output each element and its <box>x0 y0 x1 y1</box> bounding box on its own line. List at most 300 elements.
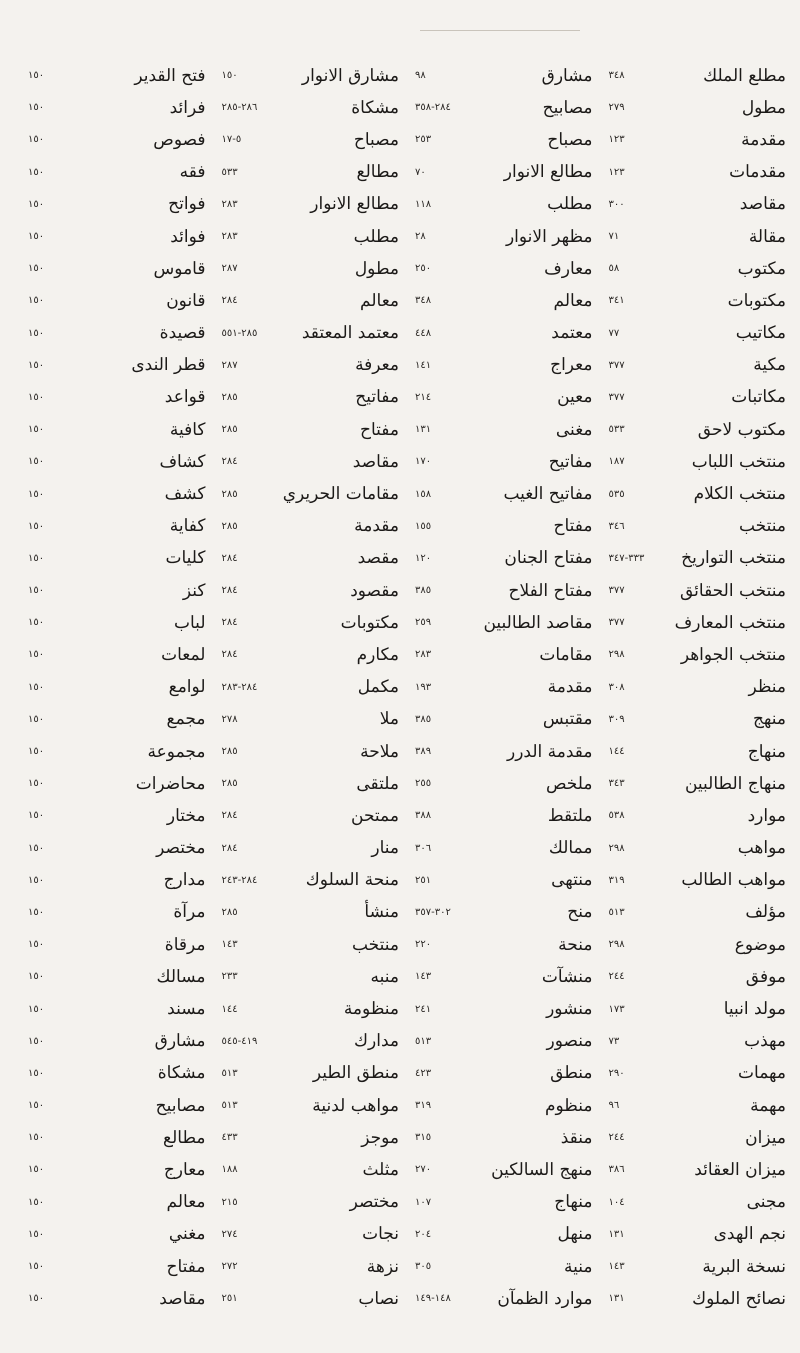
index-entry <box>222 961 400 993</box>
entry-page-number: ٣٧٧ <box>608 359 625 371</box>
index-entry <box>415 575 593 607</box>
index-entry <box>415 1251 593 1283</box>
index-entry <box>28 543 206 575</box>
entry-page-number: ٧٣ <box>608 1035 620 1047</box>
entry-page-number: ١٥٠ <box>28 874 45 886</box>
entry-title: مهمات <box>738 1063 786 1084</box>
index-entry <box>222 575 400 607</box>
entry-page-number: ٢٩٨ <box>608 842 625 854</box>
index-entry <box>222 1090 400 1122</box>
entry-title: منتخب <box>738 516 786 537</box>
index-entry <box>415 929 593 961</box>
entry-title: مسالك <box>156 966 206 987</box>
entry-page-number: ١٧٠ <box>415 456 432 468</box>
entry-title: محاضرات <box>135 773 206 794</box>
index-entry <box>415 60 593 92</box>
entry-title: مكمل <box>357 677 399 698</box>
index-entry <box>415 1154 593 1186</box>
index-entry <box>609 736 787 768</box>
entry-page-number: ١٤٤ <box>608 746 625 758</box>
entry-page-number: ٣٠٦ <box>415 842 432 854</box>
entry-page-number: ١٥٠ <box>28 971 45 983</box>
entry-page-number: ١٥٠ <box>28 1164 45 1176</box>
entry-page-number: ١٤٨-١٤٩ <box>415 1293 451 1305</box>
entry-title: منشور <box>546 999 593 1020</box>
entry-page-number: ١٨٧ <box>608 456 625 468</box>
entry-page-number: ١٠٤ <box>608 1196 625 1208</box>
entry-title: كنز <box>182 580 206 601</box>
entry-title: كفاية <box>169 516 206 537</box>
entry-page-number: ١٨٨ <box>221 1164 238 1176</box>
entry-title: ميزان <box>745 1127 786 1148</box>
entry-title: مطلع الملك <box>703 65 786 86</box>
index-entry <box>415 382 593 414</box>
entry-page-number: ٣٨٦ <box>608 1164 625 1176</box>
index-entry <box>415 221 593 253</box>
entry-page-number: ٢٥٣ <box>415 134 432 146</box>
entry-title: فتح القدير <box>134 65 206 86</box>
index-entry <box>222 865 400 897</box>
index-entry <box>609 1122 787 1154</box>
entry-title: مواهب لدنية <box>312 1095 399 1116</box>
entry-page-number: ٧٧ <box>608 327 620 339</box>
index-entry <box>415 704 593 736</box>
index-entry <box>28 511 206 543</box>
entry-title: مجمع <box>166 709 206 730</box>
index-entry <box>222 318 400 350</box>
entry-page-number: ٤٤٨ <box>415 327 432 339</box>
index-entry <box>609 543 787 575</box>
index-entry <box>609 897 787 929</box>
entry-page-number: ١٣١ <box>608 1293 625 1305</box>
index-entry <box>222 897 400 929</box>
index-entry <box>609 221 787 253</box>
entry-page-number: ٢٨٤ <box>221 456 238 468</box>
index-entry <box>415 607 593 639</box>
entry-title: ملتقى <box>356 773 399 794</box>
entry-page-number: ٢٥٥ <box>415 778 432 790</box>
index-entry <box>28 800 206 832</box>
entry-title: مفتاح الفلاح <box>508 580 593 601</box>
index-entry <box>28 993 206 1025</box>
index-entry <box>609 800 787 832</box>
entry-title: ملتقط <box>547 805 593 826</box>
entry-page-number: ٢٨٤ <box>221 810 238 822</box>
index-entry <box>415 639 593 671</box>
entry-page-number: ٣٤١ <box>608 295 625 307</box>
entry-title: موارد الظمآن <box>497 1288 593 1309</box>
index-entry <box>28 189 206 221</box>
index-entry <box>415 897 593 929</box>
entry-title: مولد انبیا <box>723 999 786 1020</box>
entry-page-number: ١٥٠ <box>28 746 45 758</box>
entry-page-number: ١٤٤ <box>221 1003 238 1015</box>
entry-title: منهج <box>752 709 786 730</box>
entry-title: موضوع <box>734 934 786 955</box>
entry-title: منتخب الجواهر <box>680 644 786 665</box>
entry-page-number: ١٤٣ <box>608 1261 625 1273</box>
entry-title: مكتوبات <box>727 290 786 311</box>
index-entry <box>28 929 206 961</box>
index-entry <box>222 543 400 575</box>
entry-title: معتمد المعتقد <box>301 323 399 344</box>
entry-page-number: ١٠٧ <box>415 1196 432 1208</box>
entry-title: مطالع الانوار <box>310 194 399 215</box>
entry-page-number: ١٥٠ <box>28 906 45 918</box>
entry-page-number: ٣١٩ <box>608 874 625 886</box>
entry-page-number: ٢٨٣ <box>221 198 238 210</box>
entry-page-number: ١٢٣ <box>608 166 625 178</box>
entry-page-number: ١٥٠ <box>28 1067 45 1079</box>
index-entry <box>415 157 593 189</box>
entry-title: فواتح <box>168 194 206 215</box>
index-entry <box>415 92 593 124</box>
index-entry <box>222 1283 400 1315</box>
entry-title: مؤلف <box>745 902 786 923</box>
entry-title: منهاج الطالبين <box>684 773 786 794</box>
entry-page-number: ٣٤٣ <box>608 778 625 790</box>
entry-page-number: ١٥٠ <box>28 778 45 790</box>
entry-page-number: ١٥٠ <box>28 585 45 597</box>
index-entry <box>222 285 400 317</box>
entry-page-number: ٢٨٤-٣٥٨ <box>415 102 451 114</box>
index-entry <box>609 1154 787 1186</box>
entry-title: منتخب <box>351 934 399 955</box>
entry-page-number: ٣٠٠ <box>608 198 625 210</box>
index-column <box>214 60 408 1347</box>
index-entry <box>415 446 593 478</box>
entry-title: مفتاح <box>166 1256 206 1277</box>
entry-title: ممالك <box>548 838 593 859</box>
entry-page-number: ٢١٤ <box>415 391 432 403</box>
index-entry <box>28 221 206 253</box>
index-entry <box>28 1154 206 1186</box>
index-entry <box>222 478 400 510</box>
index-entry <box>28 157 206 189</box>
entry-title: مفتاح <box>360 419 399 440</box>
entry-page-number: ٢٢٠ <box>415 939 432 951</box>
entry-page-number: ٢٧٨ <box>221 713 238 725</box>
entry-page-number: ٢٥١ <box>415 874 432 886</box>
entry-page-number: ١٥٠ <box>28 295 45 307</box>
index-entry <box>415 1058 593 1090</box>
entry-title: موارد <box>747 805 786 826</box>
entry-title: مصابيح <box>542 97 593 118</box>
entry-page-number: ٢٨٤ <box>221 649 238 661</box>
index-entry <box>609 993 787 1025</box>
entry-title: مطالع <box>163 1127 206 1148</box>
entry-title: مقدمات <box>729 162 786 183</box>
entry-page-number: ١٧٣ <box>608 1003 625 1015</box>
index-entry <box>609 350 787 382</box>
entry-page-number: ١٥٥ <box>415 520 432 532</box>
entry-page-number: ٢٨٤ <box>221 552 238 564</box>
entry-title: مرقاة <box>164 934 206 955</box>
entry-title: منتخب المعارف <box>674 612 786 633</box>
entry-title: معالم <box>166 1192 206 1213</box>
index-entry <box>609 318 787 350</box>
entry-title: قانون <box>166 290 206 311</box>
index-entry <box>415 1187 593 1219</box>
index-entry <box>28 350 206 382</box>
entry-title: منح <box>567 902 593 923</box>
entry-title: منطق الطير <box>312 1063 399 1084</box>
index-entry <box>609 189 787 221</box>
index-entry <box>28 672 206 704</box>
entry-page-number: ٢٨٦-٢٨٥ <box>221 102 258 114</box>
entry-page-number: ١٢٣ <box>608 134 625 146</box>
entry-title: كافية <box>169 419 206 440</box>
entry-title: معالم <box>553 290 593 311</box>
entry-title: مصباح <box>547 129 593 150</box>
entry-title: كليات <box>165 548 206 569</box>
index-entry <box>415 478 593 510</box>
entry-page-number: ٢٤٤ <box>608 971 625 983</box>
index-entry <box>609 833 787 865</box>
entry-title: مقتبس <box>542 709 593 730</box>
entry-page-number: ٣٨٥ <box>415 585 432 597</box>
entry-title: ملاحة <box>360 741 399 762</box>
entry-page-number: ٢٨٥ <box>221 906 238 918</box>
index-entry <box>415 993 593 1025</box>
index-entry <box>415 318 593 350</box>
entry-title: مشارق الانوار <box>301 65 399 86</box>
entry-page-number: ٣١٥ <box>415 1132 432 1144</box>
entry-page-number: ٣٨٥ <box>415 713 432 725</box>
entry-page-number: ٣٧٧ <box>608 391 625 403</box>
index-entry <box>609 1219 787 1251</box>
entry-title: مجموعة <box>147 741 206 762</box>
entry-page-number: ٢٩٠ <box>608 1067 625 1079</box>
entry-title: نصائح الملوك <box>692 1288 786 1309</box>
index-entry <box>28 1187 206 1219</box>
index-entry <box>222 253 400 285</box>
index-entry <box>28 961 206 993</box>
index-entry <box>222 768 400 800</box>
entry-title: معارف <box>544 258 593 279</box>
entry-title: منتهى <box>551 870 593 891</box>
entry-title: مشكاة <box>157 1063 206 1084</box>
index-entry <box>415 350 593 382</box>
entry-page-number: ٩٨ <box>415 70 426 82</box>
index-entry <box>222 60 400 92</box>
entry-title: مقاصد <box>352 451 399 472</box>
entry-title: مقاصد <box>739 194 786 215</box>
entry-page-number: ١٥٠ <box>28 842 45 854</box>
entry-page-number: ٢٨٣ <box>415 649 432 661</box>
entry-page-number: ٥١٣ <box>415 1035 432 1047</box>
index-entry <box>609 1187 787 1219</box>
entry-title: ممتحن <box>351 805 399 826</box>
entry-page-number: ٢٥٩ <box>415 617 432 629</box>
index-entry <box>28 1251 206 1283</box>
index-entry <box>415 865 593 897</box>
index-entry <box>415 1026 593 1058</box>
entry-title: مجنی <box>746 1192 786 1213</box>
index-entry <box>222 92 400 124</box>
index-entry <box>415 1283 593 1315</box>
entry-page-number: ١٥٠ <box>28 70 45 82</box>
entry-title: منهاج <box>747 741 786 762</box>
entry-title: مدارج <box>163 870 206 891</box>
entry-page-number: ٣١٩ <box>415 1100 432 1112</box>
entry-title: مكتوب لاحق <box>697 419 786 440</box>
entry-title: منطق <box>550 1063 593 1084</box>
entry-title: مفاتيح <box>548 451 593 472</box>
entry-title: نجات <box>362 1224 399 1245</box>
index-entry <box>609 1058 787 1090</box>
entry-title: مغني <box>168 1224 206 1245</box>
entry-title: مدارك <box>354 1031 399 1052</box>
entry-title: منية <box>564 1256 593 1277</box>
entry-title: مكتوب <box>737 258 786 279</box>
entry-title: منظر <box>748 677 786 698</box>
index-entry <box>415 124 593 156</box>
entry-page-number: ٥١٣ <box>221 1100 238 1112</box>
entry-page-number: ١٢٠ <box>415 552 432 564</box>
entry-page-number: ١٥٠ <box>28 1293 45 1305</box>
entry-page-number: ٣٠٩ <box>608 713 625 725</box>
entry-title: مواهب الطالب <box>681 870 786 891</box>
index-entry <box>609 511 787 543</box>
index-entry <box>28 60 206 92</box>
entry-page-number: ١٥٠ <box>28 198 45 210</box>
index-entry <box>222 124 400 156</box>
entry-page-number: ٢٨٥ <box>221 424 238 436</box>
index-entry <box>222 414 400 446</box>
entry-page-number: ١٥٠ <box>28 359 45 371</box>
index-entry <box>28 1219 206 1251</box>
index-entry <box>415 833 593 865</box>
entry-title: مرآة <box>173 902 206 923</box>
index-entry <box>222 1122 400 1154</box>
entry-page-number: ٣٣٣-٣٤٧ <box>608 552 645 564</box>
index-entry <box>28 285 206 317</box>
index-entry <box>609 575 787 607</box>
entry-title: قواعد <box>164 387 206 408</box>
entry-title: مكاتيب <box>735 323 786 344</box>
entry-page-number: ٢٨٤ <box>221 617 238 629</box>
index-entry <box>609 768 787 800</box>
entry-title: مقدمة <box>547 677 593 698</box>
entry-page-number: ١٥٠ <box>28 552 45 564</box>
entry-title: منصور <box>546 1031 593 1052</box>
entry-title: مطالع الانوار <box>503 162 593 183</box>
entry-title: مفاتيح <box>355 387 399 408</box>
entry-page-number: ٢٨٥ <box>221 488 238 500</box>
index-entry <box>222 1187 400 1219</box>
index-entry <box>609 1283 787 1315</box>
index-entry <box>28 1090 206 1122</box>
entry-title: مهمة <box>750 1095 786 1116</box>
entry-title: مغنى <box>555 419 593 440</box>
entry-title: منبه <box>370 966 399 987</box>
index-entry <box>609 929 787 961</box>
index-entry <box>415 800 593 832</box>
entry-title: مفتاح الجنان <box>504 548 593 569</box>
entry-title: موفق <box>745 966 786 987</box>
entry-title: منهج السالكين <box>491 1159 593 1180</box>
entry-title: منظومة <box>343 999 399 1020</box>
index-entry <box>415 1122 593 1154</box>
entry-page-number: ٥-١٧ <box>221 134 242 146</box>
entry-page-number: ٢٨٥-٥٥١ <box>221 327 258 339</box>
entry-page-number: ١٥٠ <box>28 488 45 500</box>
entry-page-number: ٤١٩-٥٤٥ <box>221 1035 258 1047</box>
entry-page-number: ٢٨ <box>415 231 426 243</box>
index-entry <box>609 414 787 446</box>
entry-title: معرفة <box>355 355 399 376</box>
entry-page-number: ١٥٠ <box>28 1261 45 1273</box>
entry-page-number: ٢٨٤-٢٤٣ <box>221 874 258 886</box>
entry-page-number: ١٥٨ <box>415 488 432 500</box>
entry-title: معين <box>557 387 593 408</box>
index-entry <box>28 1283 206 1315</box>
entry-page-number: ٥١٣ <box>221 1067 238 1079</box>
index-entry <box>415 736 593 768</box>
index-entry <box>609 672 787 704</box>
entry-page-number: ٢٨٧ <box>221 263 238 275</box>
entry-page-number: ١٥٠ <box>28 231 45 243</box>
index-entry <box>28 446 206 478</box>
entry-title: مكاتبات <box>731 387 786 408</box>
entry-title: نزهة <box>366 1256 399 1277</box>
index-entry <box>222 833 400 865</box>
entry-title: منحة <box>558 934 593 955</box>
entry-title: مطلب <box>353 226 399 247</box>
index-entry <box>28 124 206 156</box>
entry-title: منهل <box>557 1224 593 1245</box>
entry-page-number: ١٥٠ <box>28 1035 45 1047</box>
index-entry <box>609 961 787 993</box>
entry-page-number: ٣٨٨ <box>415 810 432 822</box>
entry-page-number: ١٥٠ <box>28 1228 45 1240</box>
index-entry <box>222 704 400 736</box>
entry-title: قاموس <box>153 258 206 279</box>
index-entry <box>609 446 787 478</box>
index-entry <box>28 1026 206 1058</box>
entry-page-number: ٣٧٧ <box>608 585 625 597</box>
entry-title: معالم <box>360 290 399 311</box>
entry-page-number: ٤٢٣ <box>415 1067 432 1079</box>
entry-title: منهاج <box>554 1192 593 1213</box>
entry-title: نصاب <box>358 1288 399 1309</box>
entry-title: مختصر <box>156 838 206 859</box>
entry-title: منتخب اللباب <box>691 451 786 472</box>
index-entry <box>28 253 206 285</box>
entry-page-number: ٢٥١ <box>221 1293 238 1305</box>
index-entry <box>415 1090 593 1122</box>
index-entry <box>28 1122 206 1154</box>
entry-page-number: ٣٠٨ <box>608 681 625 693</box>
entry-page-number: ١٥٠ <box>28 424 45 436</box>
index-entry <box>28 897 206 929</box>
entry-page-number: ٢٧٤ <box>221 1228 238 1240</box>
entry-page-number: ٣٤٨ <box>415 295 432 307</box>
entry-page-number: ٢٨٤ <box>221 295 238 307</box>
index-entry <box>609 478 787 510</box>
entry-page-number: ٣٤٨ <box>608 70 625 82</box>
entry-page-number: ٧١ <box>608 231 620 243</box>
index-entry <box>28 414 206 446</box>
entry-page-number: ٢٨٥ <box>221 778 238 790</box>
index-entry <box>609 1251 787 1283</box>
entry-title: مقامات الحريري <box>282 484 399 505</box>
index-entry <box>415 511 593 543</box>
index-entry <box>609 60 787 92</box>
entry-title: مصباح <box>353 129 399 150</box>
index-entry <box>222 639 400 671</box>
